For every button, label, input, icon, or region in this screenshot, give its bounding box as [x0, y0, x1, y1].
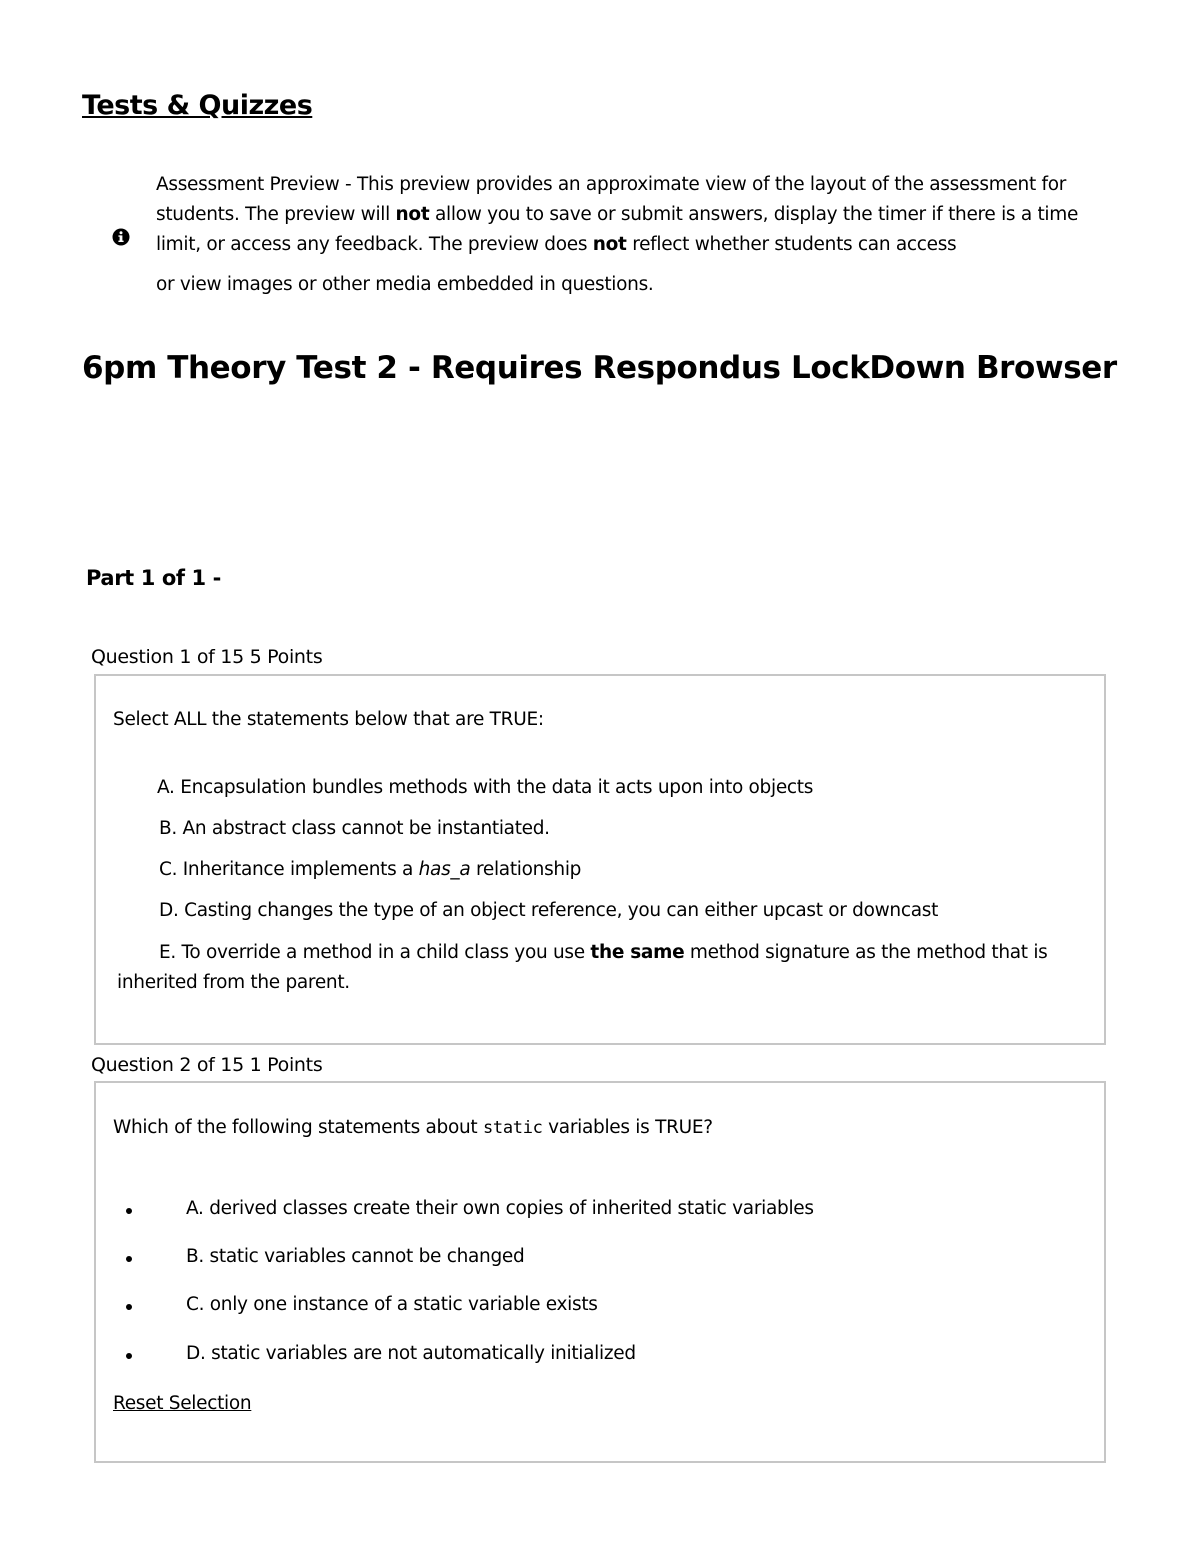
question-1-statement-c: [159, 859, 581, 880]
statement-c-text: C. Inheritance implements a: [159, 859, 419, 880]
notice-text-3: reflect whether students can access: [626, 234, 957, 255]
prompt-code-static: static: [482, 1118, 543, 1138]
question-2-box: [94, 1081, 1106, 1463]
reset-selection-link[interactable]: Reset Selection: [113, 1393, 252, 1414]
question-1-box: [94, 674, 1106, 1045]
notice-bold-not-2: not: [592, 234, 627, 255]
question-1-statement-a: A. Encapsulation bundles methods with the data it acts upon into objects: [157, 777, 814, 798]
part-heading: Part 1 of 1 -: [86, 566, 221, 590]
statement-c-emphasis: has_a: [418, 859, 471, 880]
question-1-prompt: Select ALL the statements below that are TRUE:: [113, 709, 544, 730]
statement-e-bold: the same: [590, 942, 685, 963]
question-1-statement-d: D. Casting changes the type of an object reference, you can either upcast or downcast: [159, 900, 939, 921]
statement-c-text-end: relationship: [470, 859, 582, 880]
question-1-statement-b: B. An abstract class cannot be instantiated.: [159, 818, 550, 839]
question-2-meta: Question 2 of 15 1 Points: [91, 1054, 323, 1076]
preview-notice-text: [156, 170, 1101, 300]
page-title-link[interactable]: Tests & Quizzes: [82, 90, 313, 121]
choice-b[interactable]: [120, 1246, 1020, 1272]
prompt-text: Which of the following statements about: [113, 1117, 483, 1138]
choice-d[interactable]: [120, 1343, 1020, 1369]
choice-c-label: C. only one instance of a static variable exists: [186, 1294, 598, 1315]
notice-bold-not-1: not: [395, 204, 430, 225]
bullet-icon: [126, 1256, 132, 1262]
choice-c[interactable]: [120, 1294, 1020, 1320]
choice-d-label: D. static variables are not automatically initialized: [186, 1343, 636, 1364]
info-icon: [112, 228, 130, 246]
notice-text-4: or view images or other media embedded in questions.: [156, 274, 654, 295]
notice-text-1: Assessment Preview - This preview provides an approximate view of the layout of the assessment for students. The preview will: [156, 174, 1067, 225]
choice-b-label: B. static variables cannot be changed: [186, 1246, 525, 1267]
question-2-prompt: [113, 1117, 713, 1138]
bullet-icon: [126, 1304, 132, 1310]
choice-a-label: A. derived classes create their own copies of inherited static variables: [186, 1198, 814, 1219]
notice-text-2: allow you to save or submit answers, display the timer if there is a time limit, or access any feedback. The preview does: [156, 204, 1079, 255]
statement-e-text: E. To override a method in a child class you use: [159, 942, 591, 963]
bullet-icon: [126, 1353, 132, 1359]
question-1-meta: Question 1 of 15 5 Points: [91, 646, 323, 668]
statement-e-text-end: method signature as the method that is inherited from the parent.: [117, 942, 1048, 993]
bullet-icon: [126, 1208, 132, 1214]
choice-a[interactable]: [120, 1198, 1020, 1224]
question-1-statement-e: [117, 938, 1077, 998]
assessment-title: 6pm Theory Test 2 - Requires Respondus LockDown Browser: [82, 350, 1117, 386]
prompt-text-end: variables is TRUE?: [542, 1117, 713, 1138]
